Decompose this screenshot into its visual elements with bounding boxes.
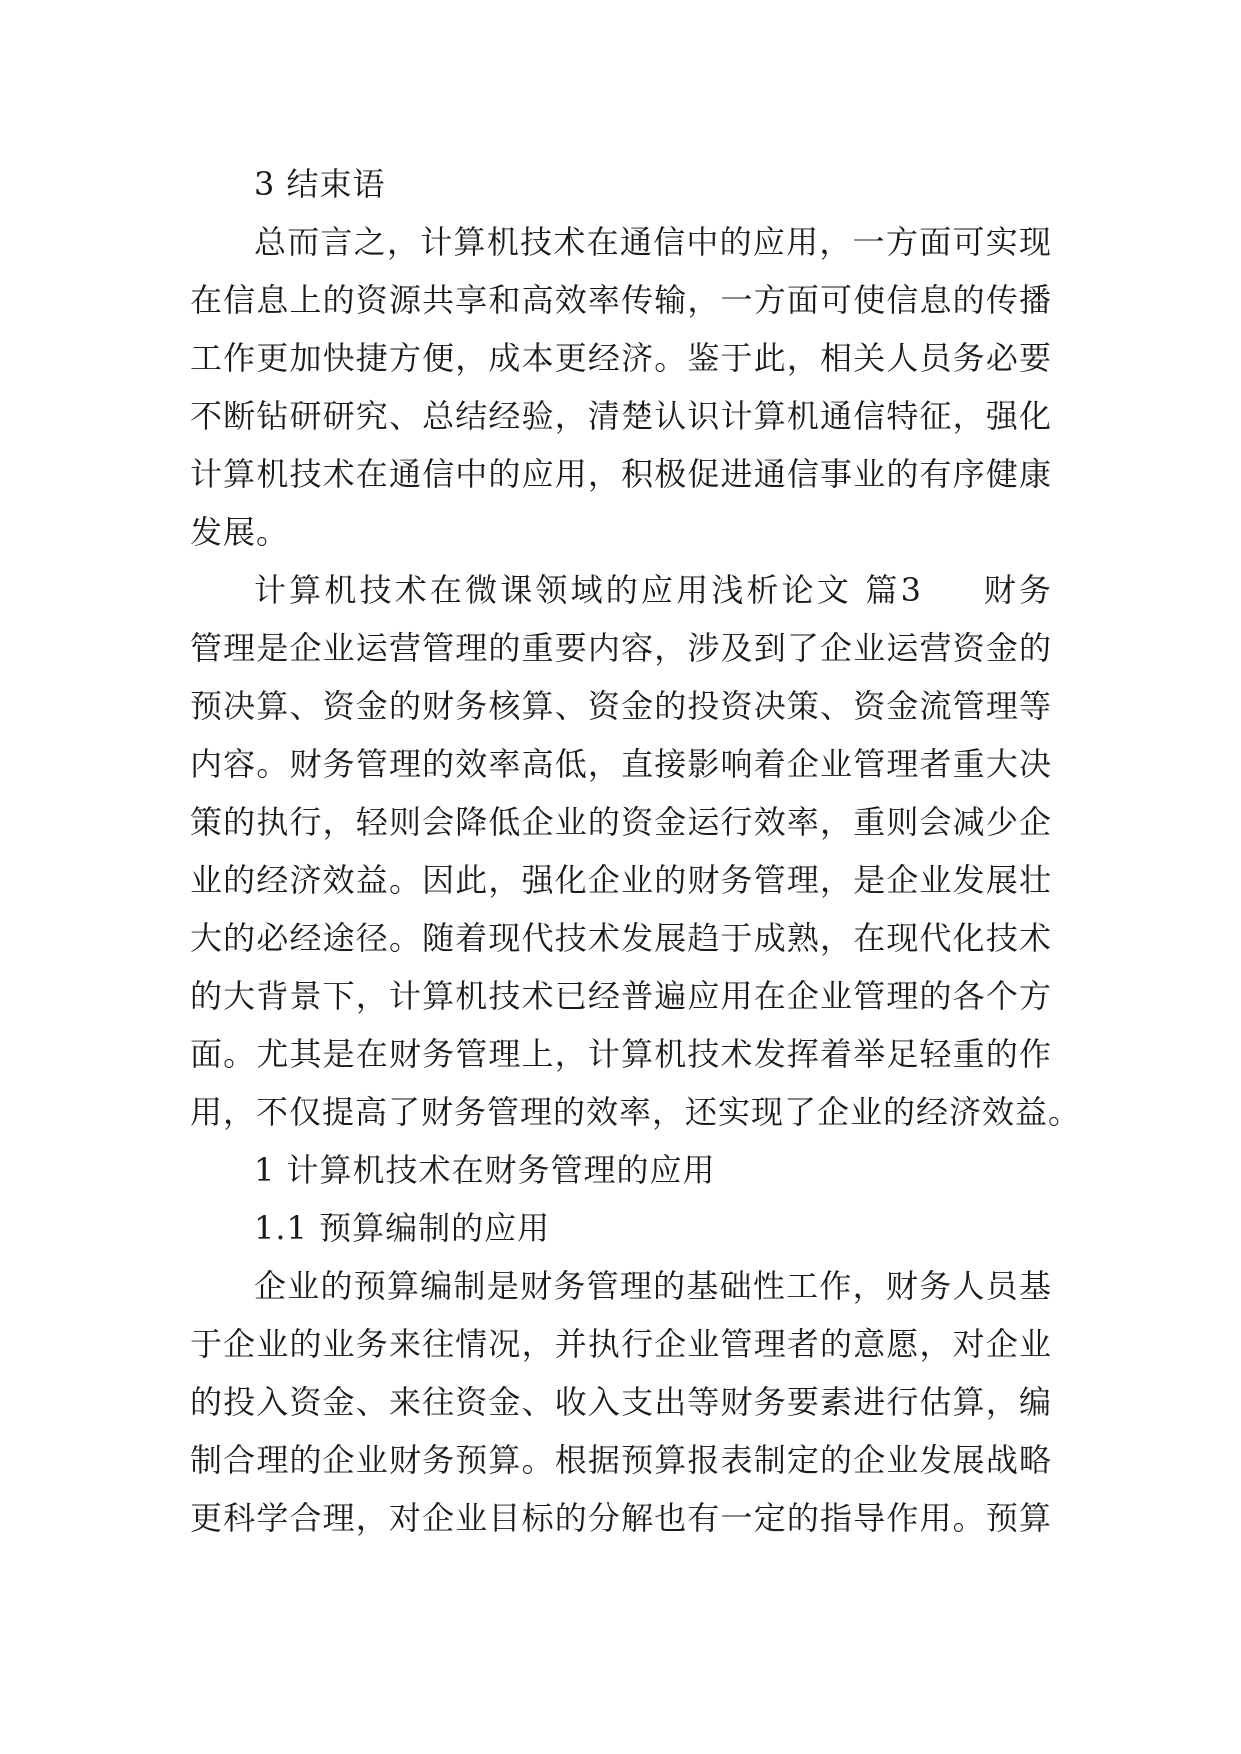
paragraph-line: 大的必经途径。随着现代技术发展趋于成熟，在现代化技术	[190, 919, 1052, 957]
paragraph-line: 内容。财务管理的效率高低，直接影响着企业管理者重大决	[190, 745, 1052, 783]
paragraph-line: 于企业的业务来往情况，并执行企业管理者的意愿，对企业	[190, 1325, 1052, 1363]
paragraph-line: 预决算、资金的财务核算、资金的投资决策、资金流管理等	[190, 687, 1052, 725]
paragraph-line: 企业的预算编制是财务管理的基础性工作，财务人员基	[254, 1267, 1052, 1305]
paragraph-line: 业的经济效益。因此，强化企业的财务管理，是企业发展壮	[190, 861, 1052, 899]
article-title-line: 计算机技术在微课领域的应用浅析论文 篇3 财务	[254, 571, 1052, 609]
document-page	[190, 155, 1082, 1547]
paragraph-line: 计算机技术在通信中的应用，积极促进通信事业的有序健康	[190, 455, 1052, 493]
paragraph-line: 用，不仅提高了财务管理的效率，还实现了企业的经济效益。	[190, 1093, 1082, 1131]
section-heading-1-1: 1.1 预算编制的应用	[254, 1209, 551, 1247]
paragraph-line: 面。尤其是在财务管理上，计算机技术发挥着举足轻重的作	[190, 1035, 1052, 1073]
paragraph-line: 的大背景下，计算机技术已经普遍应用在企业管理的各个方	[190, 977, 1052, 1015]
paragraph-line: 管理是企业运营管理的重要内容，涉及到了企业运营资金的	[190, 629, 1052, 667]
paragraph-line: 策的执行，轻则会降低企业的资金运行效率，重则会减少企	[190, 803, 1052, 841]
paragraph-line: 不断钻研研究、总结经验，清楚认识计算机通信特征，强化	[190, 397, 1052, 435]
paragraph-line: 在信息上的资源共享和高效率传输，一方面可使信息的传播	[190, 281, 1052, 319]
paragraph-line: 制合理的企业财务预算。根据预算报表制定的企业发展战略	[190, 1441, 1052, 1479]
section-heading-1: 1 计算机技术在财务管理的应用	[254, 1151, 716, 1189]
paragraph-line: 的投入资金、来往资金、收入支出等财务要素进行估算，编	[190, 1383, 1052, 1421]
section-heading-conclusion: 3 结束语	[254, 165, 386, 203]
paragraph-line: 更科学合理，对企业目标的分解也有一定的指导作用。预算	[190, 1499, 1052, 1537]
paragraph-line: 总而言之，计算机技术在通信中的应用，一方面可实现	[254, 223, 1052, 261]
paragraph-line: 发展。	[190, 513, 290, 551]
paragraph-line: 工作更加快捷方便，成本更经济。鉴于此，相关人员务必要	[190, 339, 1052, 377]
